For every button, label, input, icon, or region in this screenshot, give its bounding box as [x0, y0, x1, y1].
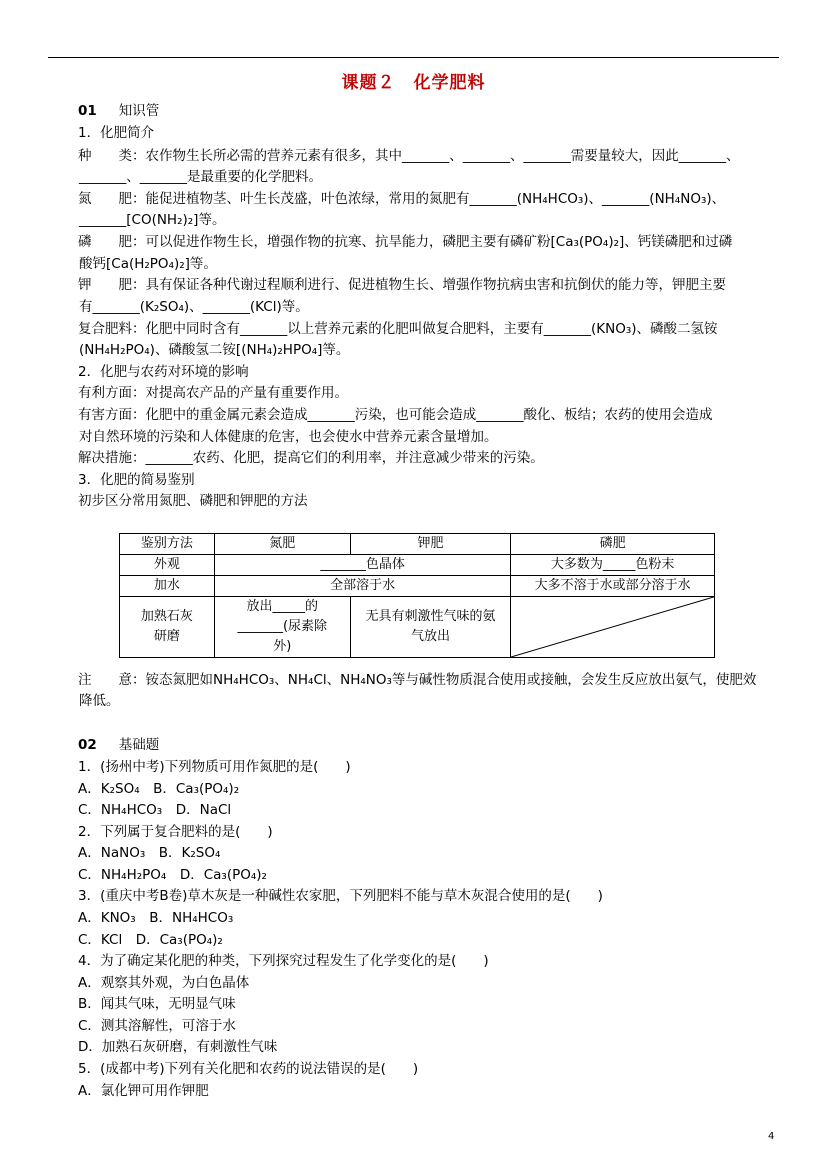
text-line: 有害方面：化肥中的重金属元素会造成_______污染，也可能会造成_______酸化、板结；农药的使用会造成	[78, 407, 713, 423]
fertilizer-identification-table	[119, 533, 715, 658]
option-line: A．氯化钾可用作钾肥	[78, 1083, 209, 1099]
table-header-row	[120, 534, 715, 555]
header-cell: 鉴别方法	[120, 534, 215, 555]
diagonal-empty-cell	[511, 597, 715, 658]
text-line: 有_______(K₂SO₄)、_______(KCl)等。	[79, 299, 309, 315]
option-line: A．NaNO₃ B．K₂SO₄	[78, 845, 221, 861]
note-line: 降低。	[79, 693, 120, 709]
option-line: A．K₂SO₄ B．Ca₃(PO₄)₂	[78, 781, 240, 797]
question-line: 3．(重庆中考B卷)草木灰是一种碱性农家肥，下列肥料不能与草木灰混合使用的是( )	[78, 888, 603, 904]
header-cell: 钾肥	[350, 534, 511, 555]
header-rule	[48, 57, 779, 58]
question-line: 4．为了确定某化肥的种类，下列探究过程发生了化学变化的是( )	[78, 953, 489, 969]
subheading-identification: 3．化肥的简易鉴别	[78, 472, 195, 488]
text-line: _______、_______是最重要的化学肥料。	[79, 169, 322, 185]
table-cell: 全部溶于水	[214, 576, 511, 597]
text-line: 磷 肥：可以促进作物生长，增强作物的抗寒、抗旱能力，磷肥主要有磷矿粉[Ca₃(PO₄)₂]、钙镁磷肥和过磷	[78, 234, 733, 250]
question-line: 2．下列属于复合肥料的是( )	[78, 824, 273, 840]
question-line: 1．(扬州中考)下列物质可用作氮肥的是( )	[78, 759, 351, 775]
header-cell: 氮肥	[214, 534, 350, 555]
cell-text: _______(尿素除	[237, 619, 328, 634]
table-row	[120, 555, 715, 576]
text-line: (NH₄H₂PO₄)、磷酸氢二铵[(NH₄)₂HPO₄]等。	[79, 342, 350, 358]
text-line: _______[CO(NH₂)₂]等。	[79, 212, 226, 228]
text-line: 对自然环境的污染和人体健康的危害，也会使水中营养元素含量增加。	[79, 429, 498, 445]
page-title: 课题２ 化学肥料	[341, 73, 486, 93]
table-cell: 大多不溶于水或部分溶于水	[511, 576, 715, 597]
subheading-environment: 2．化肥与农药对环境的影响	[78, 364, 249, 380]
table-cell: 加水	[120, 576, 215, 597]
cell-text: 外)	[273, 639, 292, 654]
cell-text: 加熟石灰	[140, 609, 193, 624]
section-number: 01	[78, 103, 97, 119]
cell-text: 无具有刺激性气味的氨	[365, 609, 496, 624]
text-line: 有利方面：对提高农产品的产量有重要作用。	[78, 385, 348, 401]
table-cell: _______色晶体	[214, 555, 511, 576]
subheading-fertilizer-intro: 1．化肥简介	[78, 125, 155, 141]
table-cell: 外观	[120, 555, 215, 576]
option-line: A．观察其外观，为白色晶体	[78, 975, 250, 991]
header-cell: 磷肥	[511, 534, 715, 555]
text-line: 氮 肥：能促进植物茎、叶生长茂盛，叶色浓绿，常用的氮肥有_______(NH₄HCO₃)、_______(NH₄NO₃)、	[78, 191, 726, 207]
text-line: 钾 肥：具有保证各种代谢过程顺利进行、促进植物生长、增强作物抗病虫害和抗倒伏的能力等，钾肥主要	[78, 277, 726, 293]
text-line: 初步区分常用氮肥、磷肥和钾肥的方法	[78, 493, 308, 509]
note-line: 注 意：铵态氮肥如NH₄HCO₃、NH₄Cl、NH₄NO₃等与碱性物质混合使用或接触，会发生反应放出氨气，使肥效	[78, 672, 757, 688]
option-line: D．加熟石灰研磨，有刺激性气味	[78, 1039, 278, 1055]
option-line: A．KNO₃ B．NH₄HCO₃	[78, 910, 234, 926]
section-number: 02	[78, 737, 97, 753]
option-line: B．闻其气味，无明显气味	[78, 996, 236, 1012]
cell-text: 气放出	[411, 629, 451, 644]
table-cell	[120, 597, 215, 658]
section-label: 知识管	[118, 103, 160, 119]
table-cell	[350, 597, 511, 658]
option-line: C．KCl D．Ca₃(PO₄)₂	[78, 932, 223, 948]
question-line: 5．(成都中考)下列有关化肥和农药的说法错误的是( )	[78, 1061, 419, 1077]
section-label: 基础题	[118, 737, 160, 753]
text-line: 复合肥料：化肥中同时含有_______以上营养元素的化肥叫做复合肥料，主要有_______(KNO₃)、磷酸二氢铵	[78, 321, 718, 337]
cell-text: 放出_____的	[246, 599, 318, 614]
text-line: 种 类：农作物生长所必需的营养元素有很多，其中_______、_______、_______需要量较大，因此_______、	[78, 148, 740, 164]
text-line: 酸钙[Ca(H₂PO₄)₂]等。	[79, 256, 217, 272]
cell-text: 研磨	[153, 629, 180, 644]
text-line: 解决措施：_______农药、化肥，提高它们的利用率，并注意减少带来的污染。	[78, 450, 544, 466]
option-line: C．测其溶解性，可溶于水	[78, 1018, 236, 1034]
table-row	[120, 597, 715, 658]
table-cell: 大多数为_____色粉末	[511, 555, 715, 576]
option-line: C．NH₄H₂PO₄ D．Ca₃(PO₄)₂	[78, 867, 267, 883]
table-cell	[214, 597, 350, 658]
section-knowledge-heading	[78, 101, 159, 121]
table-row	[120, 576, 715, 597]
section-basic-heading	[78, 735, 159, 755]
page-number: 4	[768, 1131, 775, 1142]
diagonal-line	[511, 597, 714, 657]
option-line: C．NH₄HCO₃ D．NaCl	[78, 802, 232, 818]
